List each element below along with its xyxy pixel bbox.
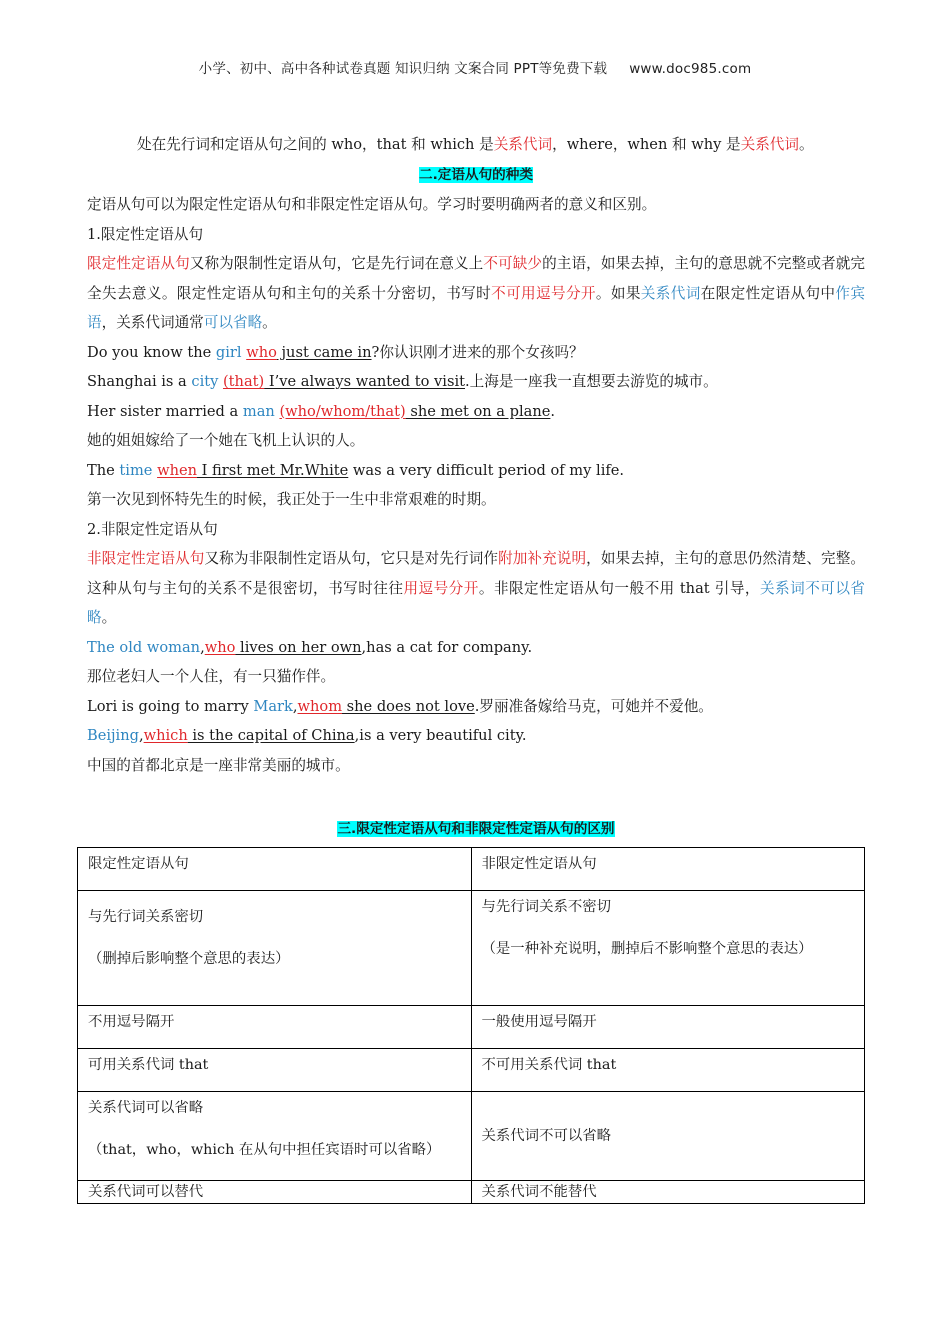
example-text: .罗丽准备嫁给马克，可她并不爱他。: [474, 697, 713, 715]
clause-text: lives on her own: [235, 638, 362, 656]
cell-main: 与先行词关系密切: [88, 908, 204, 925]
clause-text: I first met Mr.White: [197, 461, 349, 479]
emphasis-blue: 关系词不可以省略: [87, 579, 865, 626]
cell-main: 关系代词可以省略: [88, 1099, 204, 1116]
emphasis-red: 不可缺少: [483, 255, 543, 272]
table-cell: 关系代词不能替代: [471, 1180, 865, 1203]
table-header-cell: 非限定性定语从句: [471, 847, 865, 890]
para-text: 。: [262, 314, 277, 331]
relative-word: who: [204, 638, 236, 656]
para-text: 在限定性定语从句中: [700, 284, 836, 302]
header-text: 小学、初中、高中各种试卷真题 知识归纳 文案合同 PPT等免费下载: [198, 61, 608, 77]
table-cell: 不可用关系代词 that: [471, 1048, 865, 1091]
section2-desc: 定语从句可以为限定性定语从句和非限定性定语从句。学习时要明确两者的意义和区别。: [87, 196, 657, 213]
section3-heading: 三.限定性定语从句和非限定性定语从句的区别: [337, 821, 615, 837]
page-header: [0, 57, 950, 77]
section3-heading-row: [87, 814, 865, 845]
term-nonrestrictive: 非限定性定语从句: [87, 550, 205, 567]
example-text: ,has a cat for company.: [361, 638, 533, 656]
para-text: ，如果去掉，主句的意思仍然清楚、完整。这种从句与主句的关系不是很密切，书写时往往: [87, 550, 865, 597]
intro-text: 处在先行词和定语从句之间的 who，that 和 which 是: [137, 136, 494, 153]
example-text: was a very difficult period of my life.: [348, 461, 625, 479]
relative-word: (who/whom/that): [279, 402, 406, 420]
clause-text: I’ve always wanted to visit: [264, 373, 465, 390]
intro-rel-adv: 关系代词: [740, 136, 799, 153]
table-row: [78, 1005, 865, 1048]
para-text: 。: [101, 609, 117, 626]
table-cell: [471, 890, 865, 1005]
section2-heading-row: [87, 160, 865, 191]
section-spacer: [87, 780, 865, 814]
sub2-title: 2.非限定性定语从句: [87, 520, 218, 538]
example-text: ,is a very beautiful city.: [354, 727, 527, 744]
example-text: ,: [200, 638, 205, 656]
term-restrictive: 限定性定语从句: [87, 255, 190, 272]
example-text: .: [550, 402, 556, 420]
clause-text: she met on a plane: [405, 402, 551, 420]
intro-paragraph: [87, 130, 865, 160]
relative-word: who: [246, 343, 277, 361]
para-text: 。如果: [595, 284, 641, 302]
antecedent: man: [242, 402, 275, 420]
sub1-title: 1.限定性定语从句: [87, 225, 204, 243]
para-text: ，关系代词通常: [101, 314, 204, 331]
antecedent: time: [119, 461, 153, 479]
table-cell: 可用关系代词 that: [78, 1048, 472, 1091]
example-sentence: [87, 397, 865, 427]
emphasis-red: 用逗号分开: [403, 579, 479, 597]
header-site-link[interactable]: www.doc985.com: [629, 61, 752, 77]
table-cell: 不用逗号隔开: [78, 1005, 472, 1048]
example-translation: 那位老妇人一个人住，有一只猫作伴。: [87, 668, 336, 685]
intro-text: 。: [798, 136, 814, 153]
example-sentence: [87, 692, 865, 722]
emphasis-red: 附加补充说明: [498, 550, 587, 567]
emphasis-red: 不可用逗号分开: [491, 284, 596, 302]
relative-word: which: [143, 727, 188, 744]
example-sentence: [87, 338, 865, 368]
emphasis-blue: 作宾语: [87, 284, 865, 331]
example-translation: 她的姐姐嫁给了一个她在飞机上认识的人。: [87, 432, 365, 449]
example-text: ?你认识刚才进来的那个女孩吗？: [371, 343, 584, 361]
example-text: The: [87, 461, 120, 479]
sub1-paragraph: [87, 249, 865, 338]
table-cell: [78, 1091, 472, 1180]
cell-main: 与先行词关系不密切: [481, 898, 612, 915]
example-text: Her sister married a: [87, 402, 243, 420]
para-text: 的主语，如果去掉，主句的意思就不完整或者就完全失去意义。限定性定语从句和主句的关系十分密切，书写时: [87, 255, 865, 302]
example-sentence: [87, 721, 865, 751]
example-text: .上海是一座我一直想要去游览的城市。: [465, 373, 718, 390]
section2-heading: 二.定语从句的种类: [419, 166, 533, 183]
document-body: [87, 130, 865, 1204]
table-cell: 关系代词不可以省略: [471, 1091, 865, 1180]
table-row: [78, 1091, 865, 1180]
antecedent: girl: [215, 343, 242, 361]
intro-rel-pron: 关系代词: [493, 136, 553, 153]
emphasis-blue: 可以省略: [203, 314, 263, 331]
cell-note: （that，who，which 在从句中担任宾语时可以省略）: [88, 1141, 441, 1158]
relative-word: when: [157, 461, 198, 479]
clause-text: just came in: [276, 343, 372, 361]
relative-word: (that): [222, 373, 265, 390]
example-text: ,: [138, 727, 144, 744]
emphasis-blue: 关系代词: [640, 284, 701, 302]
example-translation: 中国的首都北京是一座非常美丽的城市。: [87, 756, 350, 774]
example-text: Do you know the: [87, 343, 216, 361]
table-row: [78, 847, 865, 890]
clause-text: she does not love: [342, 697, 475, 715]
para-text: 又称为限制性定语从句，它是先行词在意义上: [189, 255, 484, 272]
table-row: [78, 890, 865, 1005]
example-text: Lori is going to marry: [87, 697, 254, 715]
example-sentence: [87, 456, 865, 486]
example-sentence: [87, 633, 865, 663]
antecedent: The old woman: [87, 638, 201, 656]
example-sentence: [87, 367, 865, 397]
antecedent: Beijing: [87, 727, 139, 744]
table-cell: 关系代词可以替代: [78, 1180, 472, 1203]
para-text: 又称为非限制性定语从句，它只是对先行词作: [204, 550, 499, 567]
table-row: [78, 1048, 865, 1091]
example-text: ,: [292, 697, 298, 715]
relative-word: whom: [297, 697, 343, 715]
table-cell: 一般使用逗号隔开: [471, 1005, 865, 1048]
antecedent: Mark: [253, 697, 293, 715]
example-translation: 第一次见到怀特先生的时候，我正处于一生中非常艰难的时期。: [87, 491, 496, 508]
clause-text: is the capital of China: [187, 727, 355, 744]
intro-text: ，where，when 和 why 是: [552, 136, 741, 153]
table-cell: [78, 890, 472, 1005]
table-header-cell: 限定性定语从句: [78, 847, 472, 890]
para-text: 。非限定性定语从句一般不用 that 引导，: [478, 579, 760, 597]
sub2-paragraph: [87, 544, 865, 633]
antecedent: city: [191, 373, 219, 390]
cell-note: （是一种补充说明，删掉后不影响整个意思的表达）: [481, 940, 813, 957]
comparison-table: [77, 847, 865, 1204]
cell-note: （删掉后影响整个意思的表达）: [88, 950, 290, 967]
example-text: Shanghai is a: [87, 373, 192, 390]
table-row: [78, 1180, 865, 1203]
